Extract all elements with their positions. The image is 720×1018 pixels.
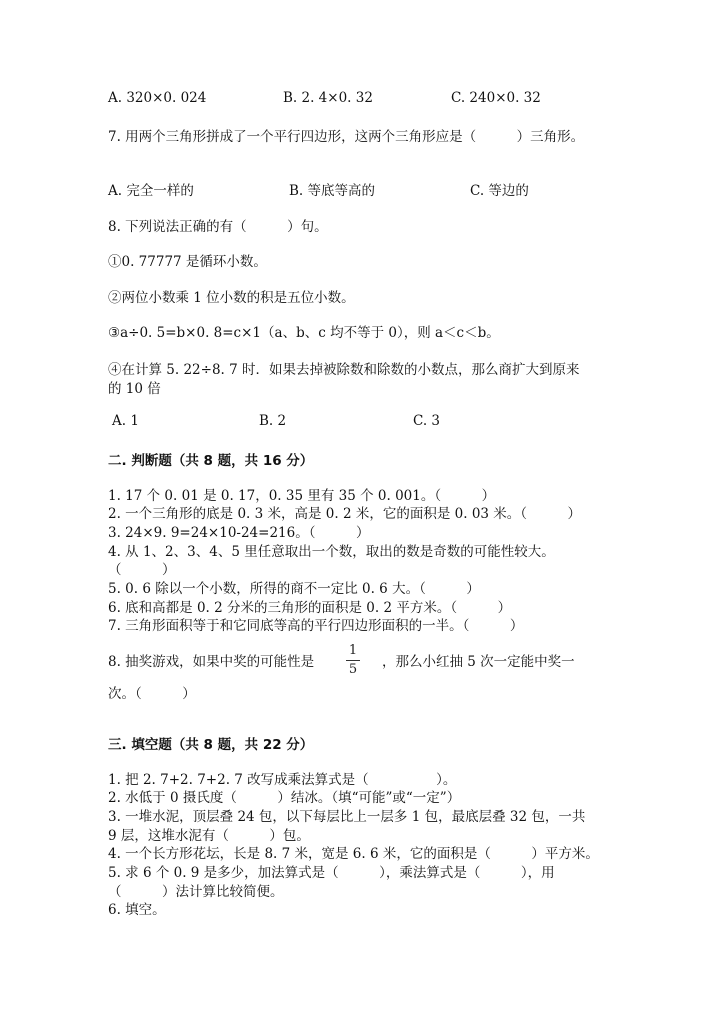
judge-item-7: 7. 三角形面积等于和它同底等高的平行四边形面积的一半。（ ） (108, 618, 524, 634)
fill-item-3-cont: 9 层，这堆水泥有（ ）包。 (108, 828, 310, 844)
q7-option-c: C. 等边的 (470, 183, 529, 199)
fill-item-2: 2. 水低于 0 摄氏度（ ）结冰。（填“可能”或“一定”） (108, 790, 461, 806)
section-2-title: 二. 判断题（共 8 题，共 16 分） (108, 453, 314, 469)
fill-item-4: 4. 一个长方形花坛，长是 8. 7 米，宽是 6. 6 米，它的面积是（ ）平方米。 (108, 846, 599, 862)
q7-option-b: B. 等底等高的 (289, 183, 376, 199)
q6-option-a: A. 320×0. 024 (108, 90, 207, 106)
q8-option-a: A. 1 (112, 413, 139, 429)
fill-item-1: 1. 把 2. 7+2. 7+2. 7 改写成乘法算式是（ ）。 (108, 772, 457, 788)
fraction-one-fifth (346, 643, 360, 678)
section-3-title: 三. 填空题（共 8 题，共 22 分） (108, 737, 314, 753)
judge-item-8-cont: 次。（ ） (108, 686, 196, 702)
fraction-denominator: 5 (348, 662, 358, 677)
q8-statement-4-cont: 的 10 倍 (108, 381, 161, 397)
fill-item-6: 6. 填空。 (108, 902, 166, 918)
judge-item-8-before: 8. 抽奖游戏，如果中奖的可能性是 (108, 654, 315, 670)
q6-option-c: C. 240×0. 32 (451, 90, 541, 106)
q8-statement-2: ②两位小数乘 1 位小数的积是五位小数。 (108, 290, 355, 306)
q8-statement-4: ④在计算 5. 22÷8. 7 时．如果去掉被除数和除数的小数点，那么商扩大到原来 (108, 362, 580, 378)
q6-option-b: B. 2. 4×0. 32 (283, 90, 373, 106)
judge-item-4-cont: （ ） (108, 562, 176, 578)
fill-item-5-cont: （ ）法计算比较简便。 (108, 884, 284, 900)
fraction-bar (346, 660, 360, 661)
q8-statement-3: ③a÷0. 5=b×0. 8=c×1（a、b、c 均不等于 0），则 a＜c＜b。 (108, 325, 500, 341)
q8-statement-1: ①0. 77777 是循环小数。 (108, 254, 267, 270)
fill-item-3: 3. 一堆水泥，顶层叠 24 包，以下每层比上一层多 1 包，最底层叠 32 包，一共 (108, 809, 586, 825)
judge-item-1: 1. 17 个 0. 01 是 0. 17，0. 35 里有 35 个 0. 001。（ ） (108, 488, 496, 504)
q8-text: 8. 下列说法正确的有（ ）句。 (108, 219, 328, 235)
judge-item-6: 6. 底和高都是 0. 2 分米的三角形的面积是 0. 2 平方米。（ ） (108, 600, 512, 616)
fill-item-5: 5. 求 6 个 0. 9 是多少，加法算式是（ ），乘法算式是（ ），用 (108, 865, 555, 881)
judge-item-4: 4. 从 1、2、3、4、5 里任意取出一个数，取出的数是奇数的可能性较大。 (108, 544, 555, 560)
q8-option-c: C. 3 (413, 413, 441, 429)
judge-item-2: 2. 一个三角形的底是 0. 3 米，高是 0. 2 米，它的面积是 0. 03 米。（ ） (108, 506, 582, 522)
judge-item-3: 3. 24×9. 9=24×10-24=216。（ ） (108, 525, 370, 541)
q7-option-a: A. 完全一样的 (108, 183, 194, 199)
q7-text: 7. 用两个三角形拼成了一个平行四边形，这两个三角形应是（ ）三角形。 (108, 129, 585, 145)
judge-item-8-after: ，那么小红抽 5 次一定能中奖一 (382, 654, 575, 670)
judge-item-5: 5. 0. 6 除以一个小数，所得的商不一定比 0. 6 大。（ ） (108, 581, 480, 597)
q8-option-b: B. 2 (259, 413, 287, 429)
fraction-numerator: 1 (348, 643, 358, 658)
